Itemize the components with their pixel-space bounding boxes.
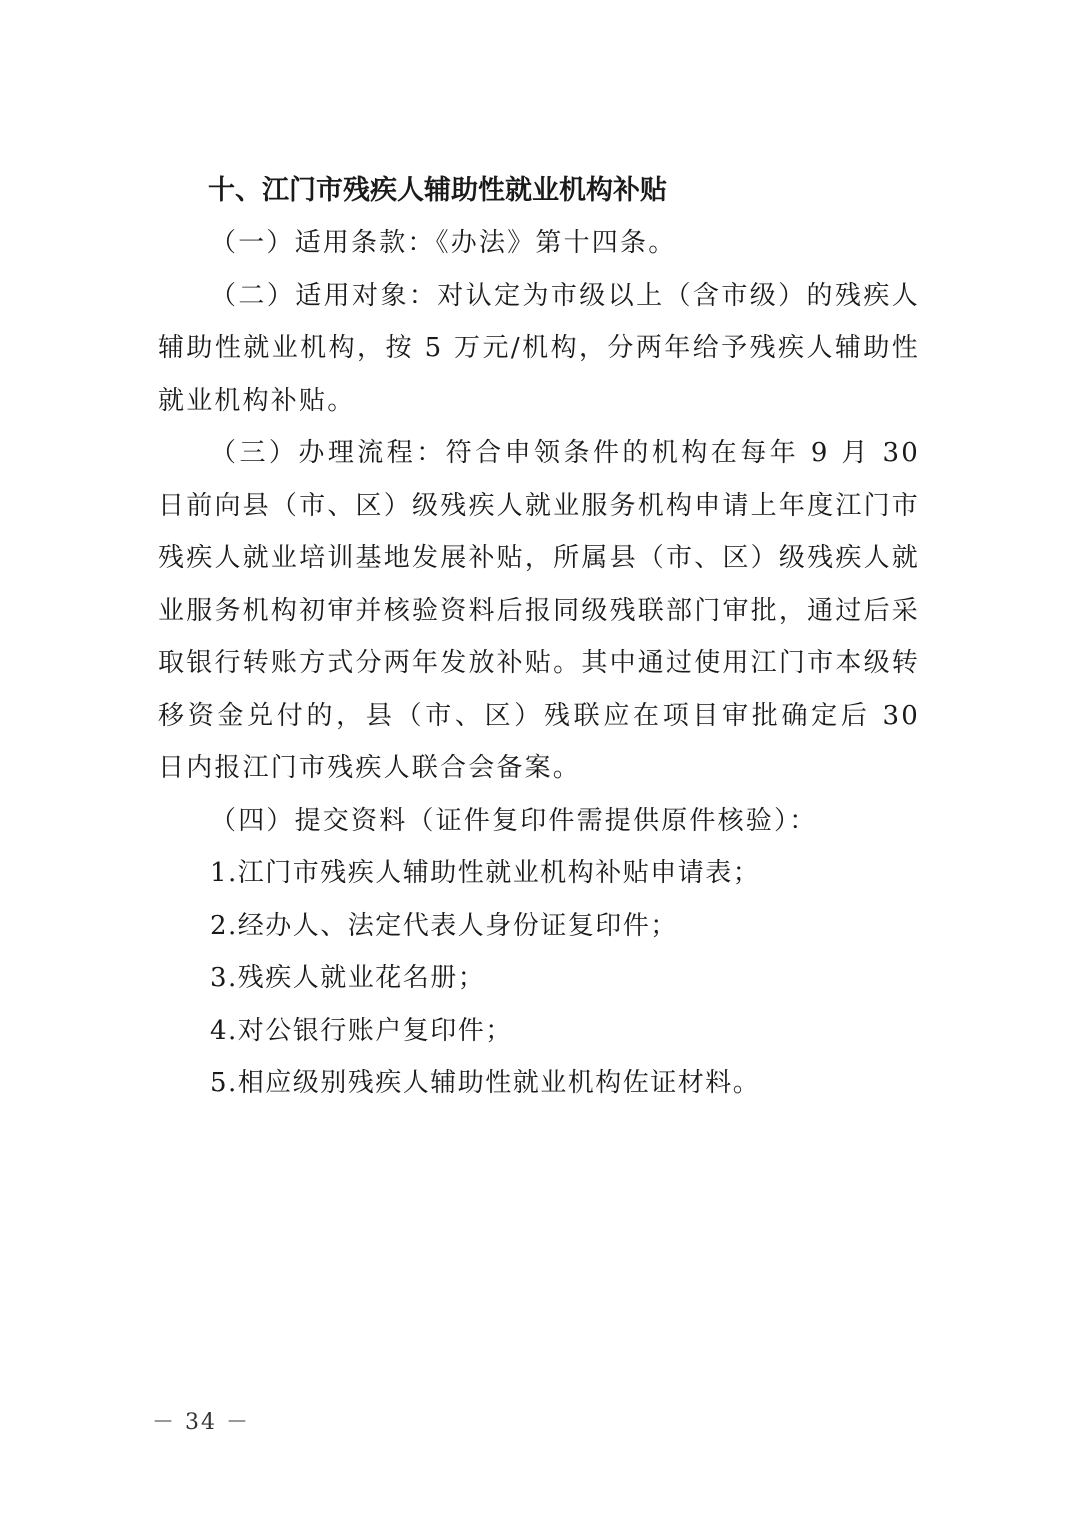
paragraph-applicable-target: （二）适用对象：对认定为市级以上（含市级）的残疾人辅助性就业机构，按 5 万元/机构，分两年给予残疾人辅助性就业机构补贴。 (158, 280, 920, 416)
paragraph-applicable-clause: （一）适用条款：《办法》第十四条。 (210, 228, 677, 258)
paragraph-materials-intro: （四）提交资料（证件复印件需提供原件核验）： (210, 805, 818, 836)
paragraph-procedure: （三）办理流程：符合申领条件的机构在每年 9 月 30 日前向县（市、区）级残疾人就业服务机构申请上年度江门市残疾人就业培训基地发展补贴，所属县（市、区）级残疾人就业服务机构初审并核验资料后报同级残联部门审批，通过后采取银行转账方式分两年发放补贴。其中通过使用江门市本级转移资金兑付的，县（市、区）残联应在项目审批确定后 30 日内报江门市残疾人联合会备案。 (158, 438, 920, 783)
list-item: 5.相应级别残疾人辅助性就业机构佐证材料。 (210, 1068, 761, 1098)
section-heading: 十、江门市残疾人辅助性就业机构补贴 (208, 175, 667, 206)
document-body (158, 165, 920, 1110)
page-number: － 34 － (152, 1410, 250, 1435)
list-item: 2.经办人、法定代表人身份证复印件； (210, 910, 678, 941)
list-item: 4.对公银行账户复印件； (210, 1015, 513, 1046)
list-item: 1.江门市残疾人辅助性就业机构补贴申请表； (210, 858, 761, 888)
list-item: 3.残疾人就业花名册； (210, 963, 486, 993)
